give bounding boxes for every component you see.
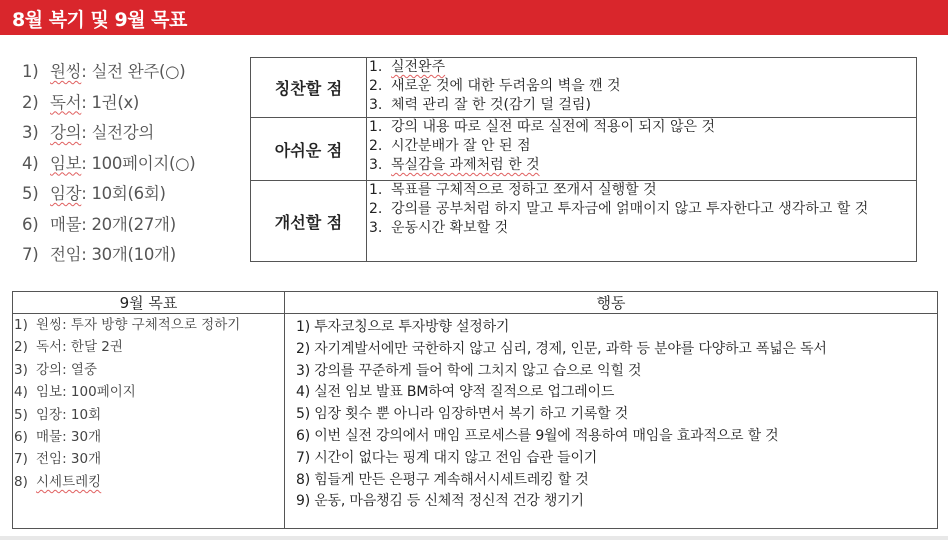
list-item: 5) 임장: 10회 xyxy=(14,406,102,423)
list-item: 4) 임보: 100페이지 xyxy=(14,384,136,401)
row-header: 아쉬운 점 xyxy=(251,118,367,181)
page-title: 8월 복기 및 9월 목표 xyxy=(12,9,187,31)
goals-cell xyxy=(13,314,285,529)
list-item: 2. 시간분배가 잘 안 된 점 xyxy=(369,138,531,154)
list-item: 2. 강의를 공부처럼 하지 말고 투자금에 얽매이지 않고 투자한다고 생각하고 할 것 xyxy=(369,201,869,217)
list-item: 3. 운동시간 확보할 것 xyxy=(369,220,509,236)
list-item: 5) 임장: 10회(6회) xyxy=(22,184,166,203)
list-item: 2) 독서: 1권(x) xyxy=(22,92,140,112)
list-item: 1) 원씽: 실전 완주(○) xyxy=(22,62,186,81)
row-header: 개선할 점 xyxy=(251,181,367,262)
list-item: 3) 강의를 꾸준하게 들어 학에 그치지 않고 습으로 익힐 것 xyxy=(296,362,642,379)
review-row-praise xyxy=(251,58,917,118)
list-item: 3. 목실감을 과제처럼 한 것 xyxy=(369,157,540,173)
list-item: 1. 실전완주 xyxy=(369,59,446,75)
list-item: 7) 전임: 30개 xyxy=(14,451,102,468)
september-plan-table xyxy=(12,291,938,529)
review-row-regret xyxy=(251,118,917,181)
review-cell xyxy=(367,118,917,181)
actions-cell xyxy=(285,314,938,529)
list-item: 8) 시세트레킹 xyxy=(14,473,102,490)
action-header: 행동 xyxy=(285,292,938,314)
list-item: 1) 투자코칭으로 투자방향 설정하기 xyxy=(296,319,510,335)
list-item: 6) 매물: 30개 xyxy=(14,429,102,446)
list-item: 2. 새로운 것에 대한 두려움의 벽을 깬 것 xyxy=(369,78,621,94)
august-results-list xyxy=(22,58,195,272)
list-item: 3) 강의: 열중 xyxy=(14,361,98,378)
list-item: 6) 이번 실전 강의에서 매임 프로세스를 9월에 적용하여 매임을 효과적으로 할 것 xyxy=(296,427,779,444)
review-cell xyxy=(367,181,917,262)
review-row-improve xyxy=(251,181,917,262)
row-header: 칭찬할 점 xyxy=(251,58,367,118)
list-item: 5) 임장 횟수 뿐 아니라 임장하면서 복기 하고 기록할 것 xyxy=(296,406,629,423)
list-item: 3) 강의: 실전강의 xyxy=(22,123,155,142)
list-item: 7) 전임: 30개(10개) xyxy=(22,245,176,264)
list-item: 1. 강의 내용 따로 실전 따로 실전에 적용이 되지 않은 것 xyxy=(369,119,716,135)
review-table xyxy=(250,57,917,262)
list-item: 2) 자기계발서에만 국한하지 않고 심리, 경제, 인문, 과학 등 분야를 다양하고 폭넓은 독서 xyxy=(296,340,827,357)
list-item: 8) 힘들게 만든 은평구 계속해서시세트레킹 할 것 xyxy=(296,471,589,488)
list-item: 4) 실전 임보 발표 BM하여 양적 질적으로 업그레이드 xyxy=(296,384,615,401)
title-bar xyxy=(0,0,948,35)
list-item: 4) 임보: 100페이지(○) xyxy=(22,153,196,173)
list-item: 9) 운동, 마음챙김 등 신체적 정신적 건강 챙기기 xyxy=(296,493,584,510)
list-item: 6) 매물: 20개(27개) xyxy=(22,214,176,234)
list-item: 3. 체력 관리 잘 한 것(감기 덜 걸림) xyxy=(369,97,591,113)
review-cell xyxy=(367,58,917,118)
list-item: 1) 원씽: 투자 방향 구체적으로 정하기 xyxy=(14,317,241,333)
list-item: 1. 목표를 구체적으로 정하고 쪼개서 실행할 것 xyxy=(369,182,657,198)
list-item: 2) 독서: 한달 2권 xyxy=(14,339,123,356)
goal-header: 9월 목표 xyxy=(13,292,285,314)
list-item: 7) 시간이 없다는 핑계 대지 않고 전임 습관 들이기 xyxy=(296,449,598,466)
bottom-divider xyxy=(0,536,948,540)
